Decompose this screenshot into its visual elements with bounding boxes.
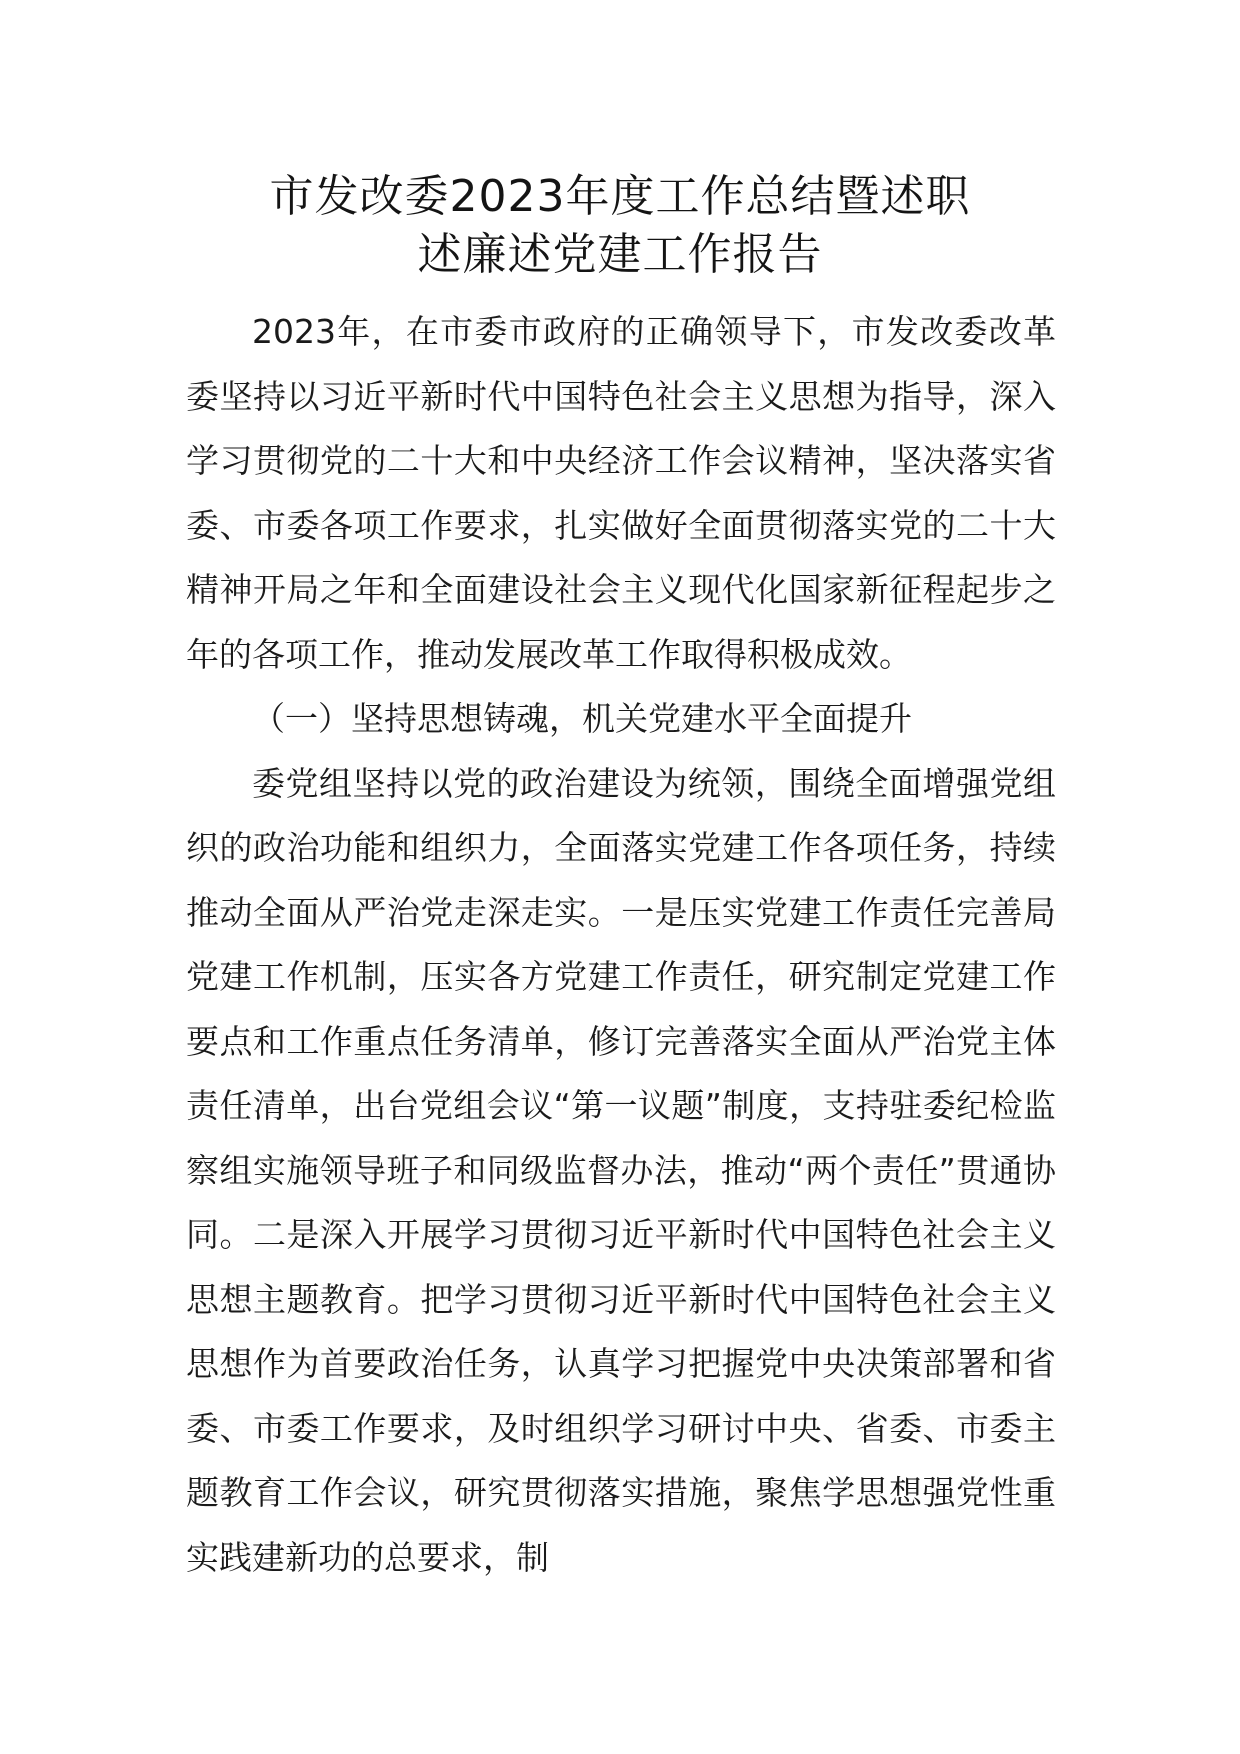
paragraph-intro: 2023年，在市委市政府的正确领导下，市发改委改革委坚持以习近平新时代中国特色社会主义思想为指导，深入学习贯彻党的二十大和中央经济工作会议精神，坚决落实省委、市委各项工作要求，扎实做好全面贯彻落实党的二十大精神开局之年和全面建设社会主义现代化国家新征程起步之年的各项工作，推动发展改革工作取得积极成效。	[186, 312, 1056, 674]
title-line-1: 市发改委2023年度工作总结暨述职	[269, 171, 971, 222]
document-title	[150, 168, 1090, 284]
title-line-2: 述廉述党建工作报告	[417, 229, 823, 280]
section-heading-1: （一）坚持思想铸魂，机关党建水平全面提升	[252, 699, 912, 738]
document-body	[186, 300, 1056, 1590]
paragraph-party-building: 委党组坚持以党的政治建设为统领，围绕全面增强党组织的政治功能和组织力，全面落实党建工作各项任务，持续推动全面从严治党走深走实。一是压实党建工作责任完善局党建工作机制，压实各方党建工作责任，研究制定党建工作要点和工作重点任务清单，修订完善落实全面从严治党主体责任清单，出台党组会议“第一议题”制度，支持驻委纪检监察组实施领导班子和同级监督办法，推动“两个责任”贯通协同。二是深入开展学习贯彻习近平新时代中国特色社会主义思想主题教育。把学习贯彻习近平新时代中国特色社会主义思想作为首要政治任务，认真学习把握党中央决策部署和省委、市委工作要求，及时组织学习研讨中央、省委、市委主题教育工作会议，研究贯彻落实措施，聚焦学思想强党性重实践建新功的总要求，制	[186, 763, 1056, 1577]
